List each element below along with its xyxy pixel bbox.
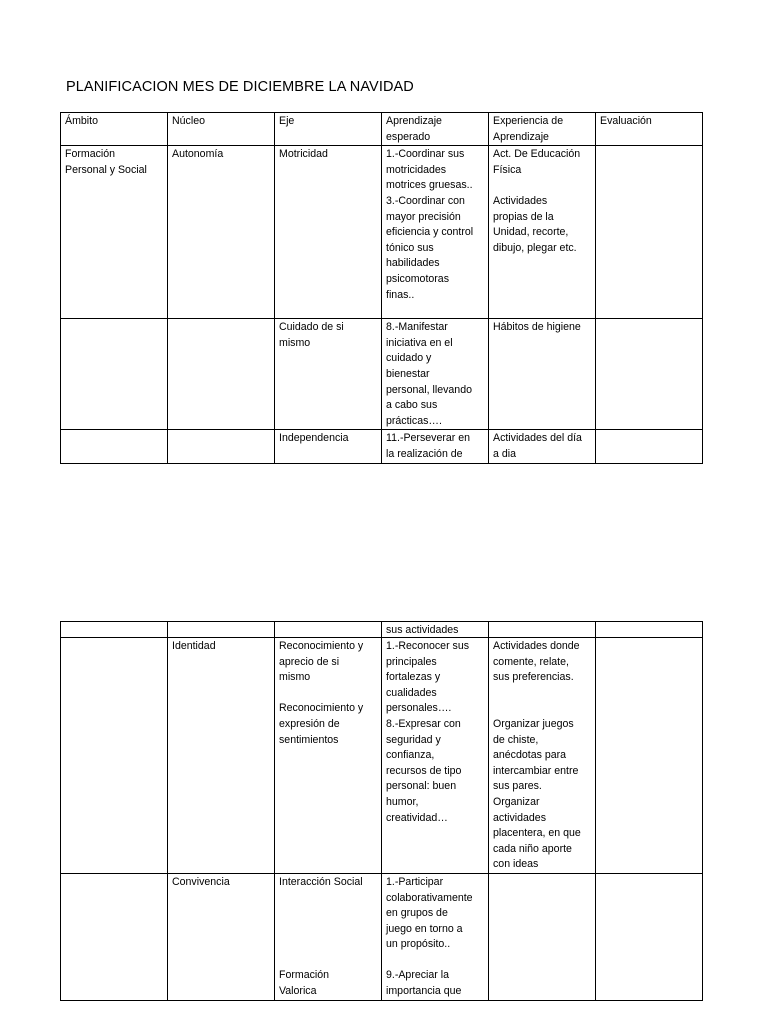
table-row bbox=[61, 146, 703, 319]
table-cell: Formación Personal y Social bbox=[61, 146, 168, 319]
table-cell: Hábitos de higiene bbox=[489, 319, 596, 430]
table-row bbox=[61, 873, 703, 1000]
header-ambito: Ámbito bbox=[61, 113, 168, 146]
table-cell bbox=[275, 622, 382, 638]
table-row bbox=[61, 638, 703, 874]
table-cell: Cuidado de si mismo bbox=[275, 319, 382, 430]
table-row bbox=[61, 622, 703, 638]
table-cell: 1.-Coordinar sus motricidades motrices gruesas.. 3.-Coordinar con mayor precisión eficiencia y control tónico sus habilidades psicomotoras finas.. bbox=[382, 146, 489, 319]
table-cell bbox=[61, 430, 168, 463]
table-cell: 1.-Participar colaborativamente en grupos de juego en torno a un propósito.. 9.-Apreciar la importancia que bbox=[382, 873, 489, 1000]
table-cell: Actividades del día a dia bbox=[489, 430, 596, 463]
table-cell bbox=[596, 622, 703, 638]
table-cell: sus actividades bbox=[382, 622, 489, 638]
table-row bbox=[61, 430, 703, 463]
table-cell bbox=[61, 873, 168, 1000]
table-cell: 8.-Manifestar iniciativa en el cuidado y bienestar personal, llevando a cabo sus prácticas…. bbox=[382, 319, 489, 430]
page-title: PLANIFICACION MES DE DICIEMBRE LA NAVIDAD bbox=[66, 79, 414, 95]
planning-table-part-1 bbox=[60, 112, 703, 464]
table-cell bbox=[168, 319, 275, 430]
table-cell: Convivencia bbox=[168, 873, 275, 1000]
table-cell bbox=[596, 430, 703, 463]
table-cell bbox=[596, 319, 703, 430]
table-cell: Independencia bbox=[275, 430, 382, 463]
header-evaluacion: Evaluación bbox=[596, 113, 703, 146]
table-cell: Autonomía bbox=[168, 146, 275, 319]
table-cell bbox=[596, 146, 703, 319]
table-cell: Actividades donde comente, relate, sus preferencias. Organizar juegos de chiste, anécdotas para intercambiar entre sus pares. Organizar actividades placentera, en que cada niño aporte con ideas bbox=[489, 638, 596, 874]
table-cell bbox=[61, 622, 168, 638]
table-cell bbox=[489, 873, 596, 1000]
table-cell bbox=[61, 319, 168, 430]
header-experiencia: Experiencia de Aprendizaje bbox=[489, 113, 596, 146]
table-cell bbox=[596, 638, 703, 874]
header-nucleo: Núcleo bbox=[168, 113, 275, 146]
header-aprendizaje: Aprendizaje esperado bbox=[382, 113, 489, 146]
header-eje: Eje bbox=[275, 113, 382, 146]
table-cell bbox=[596, 873, 703, 1000]
table-cell: Interacción Social Formación Valorica bbox=[275, 873, 382, 1000]
table-cell bbox=[168, 430, 275, 463]
table-cell bbox=[168, 622, 275, 638]
table-cell: Identidad bbox=[168, 638, 275, 874]
table-row bbox=[61, 319, 703, 430]
table-cell: Reconocimiento y aprecio de si mismo Reconocimiento y expresión de sentimientos bbox=[275, 638, 382, 874]
table-cell: 11.-Perseverar en la realización de bbox=[382, 430, 489, 463]
table-header-row bbox=[61, 113, 703, 146]
table-cell: Motricidad bbox=[275, 146, 382, 319]
table-cell: 1.-Reconocer sus principales fortalezas y cualidades personales…. 8.-Expresar con seguridad y confianza, recursos de tipo personal: buen humor, creatividad… bbox=[382, 638, 489, 874]
table-cell bbox=[61, 638, 168, 874]
planning-table-part-2 bbox=[60, 621, 703, 1001]
table-cell bbox=[489, 622, 596, 638]
table-cell: Act. De Educación Física Actividades propias de la Unidad, recorte, dibujo, plegar etc. bbox=[489, 146, 596, 319]
